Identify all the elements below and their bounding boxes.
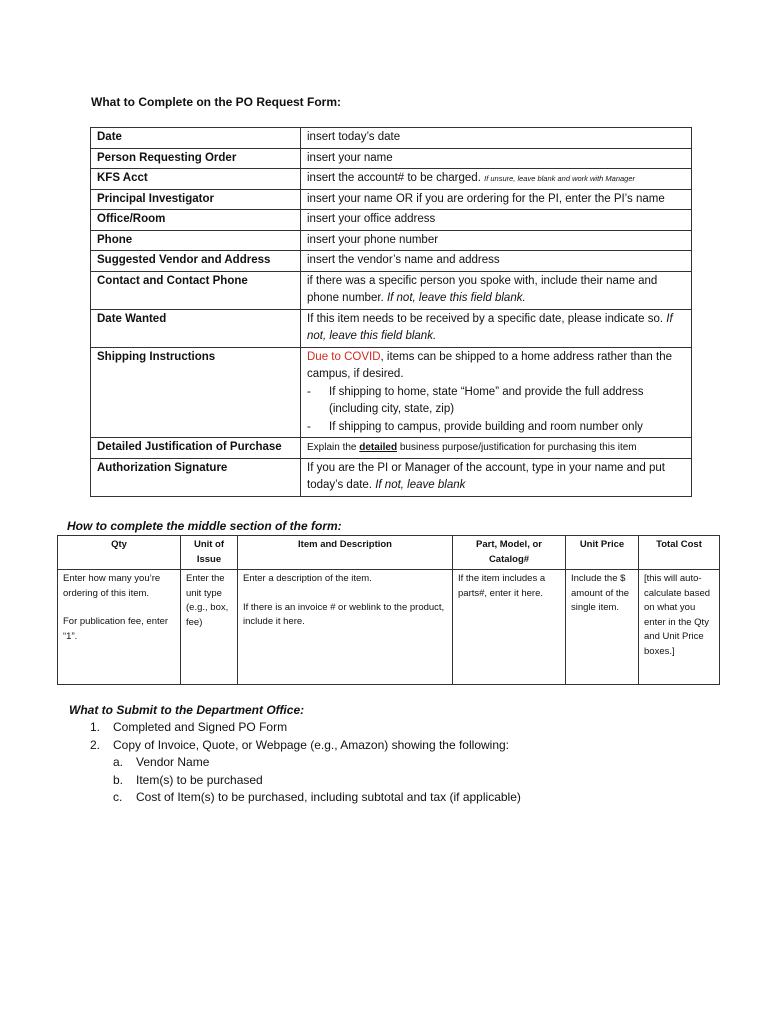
section3-title: What to Submit to the Department Office: [69,703,305,717]
sub-list-item: c. Cost of Item(s) to be purchased, including subtotal and tax (if applicable) [113,790,521,804]
header-qty: Qty [58,536,181,570]
row-value-text: insert the account# to be charged. [307,172,481,184]
header-item-description: Item and Description [238,536,453,570]
header-part-model: Part, Model, or Catalog# [453,536,566,570]
table-row [58,570,720,685]
row-value: insert today’s date [301,128,692,149]
row-label: Contact and Contact Phone [91,271,301,309]
row-value [301,458,692,496]
table-row [91,189,692,210]
table-row [91,251,692,272]
row-value-text: If you are the PI or Manager of the account, type in your name and put today’s date. [307,461,665,491]
table-row [91,210,692,231]
detailed-emphasis: detailed [359,442,398,453]
row-value-text: If this item needs to be received by a specific date, please indicate so. [307,312,664,325]
table-row [91,309,692,347]
table-row [91,438,692,459]
header-unit-price: Unit Price [566,536,639,570]
row-value: insert your phone number [301,230,692,251]
po-fields-table [90,127,692,497]
row-value: insert your office address [301,210,692,231]
row-label: Shipping Instructions [91,347,301,438]
covid-note: Due to COVID [307,350,381,363]
cell-qty: Enter how many you’re ordering of this item. For publication fee, enter “1”. [58,570,181,685]
row-value-note: If unsure, leave blank and work with Manager [484,174,636,183]
header-row [58,536,720,570]
header-unit-of-issue: Unit of Issue [181,536,238,570]
cell-unit-of-issue: Enter the unit type (e.g., box, fee) [181,570,238,685]
row-value [301,271,692,309]
bullet-home: - If shipping to home, state “Home” and provide the full address (including city, state, zip) [307,385,644,415]
row-value: insert your name OR if you are ordering for the PI, enter the PI’s name [301,189,692,210]
row-label: Suggested Vendor and Address [91,251,301,272]
cell-part-model: If the item includes a parts#, enter it here. [453,570,566,685]
row-value: Explain the detailed business purpose/justification for purchasing this item [301,438,692,459]
row-value-note: If not, leave blank [375,479,466,491]
header-total-cost: Total Cost [639,536,720,570]
row-value [301,347,692,438]
cell-total-cost: [this will auto-calculate based on what you enter in the Qty and Unit Price boxes.] [639,570,720,685]
submit-list [90,719,521,807]
row-label: Phone [91,230,301,251]
row-label: Date [91,128,301,149]
table-row [91,458,692,496]
table-row [91,347,692,438]
row-value-text: , items can be shipped to a home address rather than the campus, if desired. [307,350,673,380]
row-value: insert your name [301,148,692,169]
row-value [301,169,692,190]
row-label: Detailed Justification of Purchase [91,438,301,459]
row-label: KFS Acct [91,169,301,190]
section1-title: What to Complete on the PO Request Form: [91,95,342,109]
table-row [91,169,692,190]
row-value-note: If not, leave this field blank. [307,312,673,342]
row-label: Date Wanted [91,309,301,347]
section2-title: How to complete the middle section of the form: [67,519,342,533]
list-item: 2. Copy of Invoice, Quote, or Webpage (e.g., Amazon) showing the following: [90,737,509,752]
middle-section-table [57,535,720,685]
bullet-campus: - If shipping to campus, provide building and room number only [307,420,643,433]
row-value: insert the vendor’s name and address [301,251,692,272]
table-row [91,148,692,169]
table-row [91,230,692,251]
row-value-note: If not, leave this field blank. [386,292,526,304]
row-label: Authorization Signature [91,458,301,496]
sub-list-item: a. Vendor Name [113,755,210,769]
cell-unit-price: Include the $ amount of the single item. [566,570,639,685]
table-row [91,271,692,309]
row-label: Office/Room [91,210,301,231]
table-row [91,128,692,149]
row-value-text: if there was a specific person you spoke with, include their name and phone number. [307,274,658,304]
row-label: Principal Investigator [91,189,301,210]
row-label: Person Requesting Order [91,148,301,169]
cell-item-description: Enter a description of the item. If there is an invoice # or weblink to the product, include it here. [238,570,453,685]
sub-list-item: b. Item(s) to be purchased [113,772,263,787]
row-value [301,309,692,347]
list-item: 1. Completed and Signed PO Form [90,720,288,734]
